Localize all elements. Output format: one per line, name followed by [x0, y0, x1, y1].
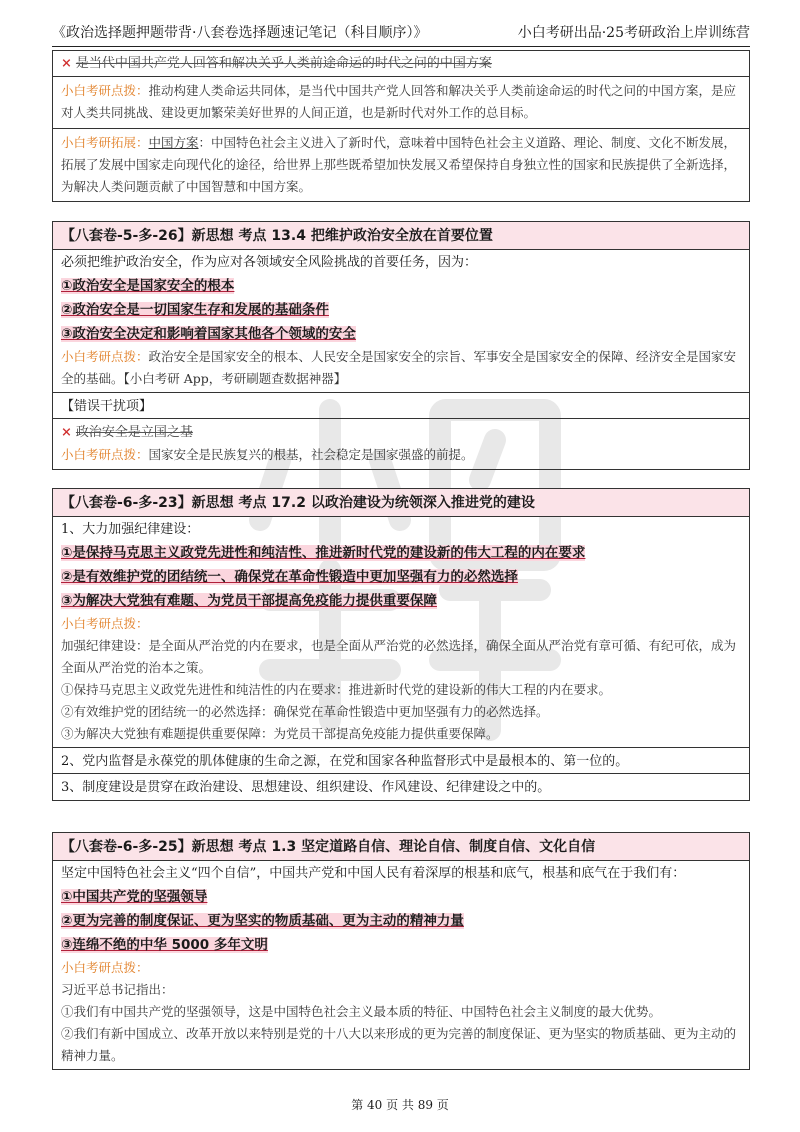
- tip-line: ①我们有中国共产党的坚强领导，这是中国特色社会主义最本质的特征、中国特色社会主义制度的最大优势。: [61, 1004, 662, 1019]
- extra-point: 3、制度建设是贯穿在政治建设、思想建设、组织建设、作风建设、纪律建设之中的。: [61, 780, 551, 795]
- tip-line: 习近平总书记指出：: [61, 982, 174, 997]
- content-block: [53, 250, 749, 393]
- tip-label: 小白考研点拨：: [61, 616, 149, 631]
- tip-block: [61, 346, 741, 390]
- tip-label: 小白考研点拨：: [61, 447, 149, 462]
- question-stem: 坚定中国特色社会主义“四个自信”，中国共产党和中国人民有着深厚的根基和底气，根基和底气在于我们有：: [61, 866, 686, 881]
- page-header: [52, 14, 750, 47]
- wrong-x-icon: ×: [61, 56, 72, 71]
- wrong-option: 是当代中国共产党人回答和解决关乎人类前途命运的时代之问的中国方案: [75, 56, 492, 71]
- tip-label: 小白考研点拨：: [61, 960, 149, 975]
- extension-term: 中国方案: [148, 135, 199, 150]
- answer-item: ①政治安全是国家安全的根本: [61, 278, 235, 294]
- content-block: [53, 861, 749, 1069]
- error-header: 【错误干扰项】: [53, 393, 749, 419]
- wrong-x-icon: ×: [61, 425, 72, 440]
- tip-line: ②有效维护党的团结统一的必然选择：确保党在革命性锻造中更加坚强有力的必然选择。: [61, 704, 549, 719]
- answer-item: ②是有效维护党的团结统一、确保党在革命性锻造中更加坚强有力的必然选择: [61, 569, 518, 585]
- answer-item: ①中国共产党的坚强领导: [61, 889, 208, 905]
- note-box-3: [52, 488, 750, 801]
- question-stem: 必须把维护政治安全，作为应对各领域安全风险挑战的首要任务，因为：: [61, 255, 478, 270]
- tip-row: [53, 77, 749, 129]
- wrong-option: 政治安全是立国之基: [75, 425, 193, 440]
- header-left-title: 《政治选择题押题带背·八套卷选择题速记笔记（科目顺序）》: [52, 25, 428, 41]
- extension-row: [53, 129, 749, 201]
- tip-line: ②我们有新中国成立、改革开放以来特别是党的十八大以来形成的更为完善的制度保证、更为坚实的物质基础、更为主动的精神力量。: [61, 1026, 737, 1063]
- extension-text: ：中国特色社会主义进入了新时代，意味着中国特色社会主义道路、理论、制度、文化不断发展，拓展了发展中国家走向现代化的途径，给世界上那些既希望加快发展又希望保持自身独立性的国家和民族提供了全新选择，为解决人类问题贡献了中国智慧和中国方案。: [61, 135, 737, 194]
- wrong-option-row: [53, 51, 749, 77]
- answer-item: ①是保持马克思主义政党先进性和纯洁性、推进新时代党的建设新的伟大工程的内在要求: [61, 545, 586, 561]
- answer-item: ③政治安全决定和影响着国家其他各个领域的安全: [61, 326, 356, 342]
- page-footer: 第 40 页 共 89 页: [351, 1098, 449, 1112]
- tip-text: 推动构建人类命运共同体，是当代中国共产党人回答和解决关乎人类前途命运的时代之问的中国方案，是应对人类共同挑战、建设更加繁荣美好世界的人间正道，也是新时代对外工作的总目标。: [61, 83, 737, 120]
- note-box-1: [52, 50, 750, 202]
- question-title: 【八套卷-6-多-25】新思想 考点 1.3 坚定道路自信、理论自信、制度自信、文化自信: [53, 833, 749, 861]
- header-right-title: 小白考研出品·25考研政治上岸训练营: [517, 25, 750, 41]
- extra-point: 2、党内监督是永葆党的肌体健康的生命之源，在党和国家各种监督形式中是最根本的、第一位的。: [53, 748, 749, 774]
- error-block: [53, 419, 749, 469]
- note-box-4: [52, 832, 750, 1070]
- tip-line: ①保持马克思主义政党先进性和纯洁性的内在要求：推进新时代党的建设新的伟大工程的内在要求。: [61, 682, 612, 697]
- tip-label: 小白考研点拨：: [61, 83, 149, 98]
- tip-text: 政治安全是国家安全的根本、人民安全是国家安全的宗旨、军事安全是国家安全的保障、经济安全是国家安全的基础。【小白考研 App，考研刷题查数据神器】: [61, 349, 737, 386]
- question-title: 【八套卷-6-多-23】新思想 考点 17.2 以政治建设为统领深入推进党的建设: [53, 489, 749, 517]
- content-block: [53, 517, 749, 748]
- answer-item: ③为解决大党独有难题、为党员干部提高免疫能力提供重要保障: [61, 593, 437, 609]
- answer-item: ③连绵不绝的中华 5000 多年文明: [61, 937, 268, 953]
- tip-line: ③为解决大党独有难题提供重要保障：为党员干部提高免疫能力提供重要保障。: [61, 726, 499, 741]
- answer-item: ②更为完善的制度保证、更为坚实的物质基础、更为主动的精神力量: [61, 913, 464, 929]
- extension-label: 小白考研拓展：: [61, 135, 149, 150]
- question-stem: 1、大力加强纪律建设：: [61, 522, 200, 537]
- tip-label: 小白考研点拨：: [61, 349, 149, 364]
- question-title: 【八套卷-5-多-26】新思想 考点 13.4 把维护政治安全放在首要位置: [53, 222, 749, 250]
- note-box-2: [52, 221, 750, 470]
- tip-text: 国家安全是民族复兴的根基，社会稳定是国家强盛的前提。: [148, 447, 474, 462]
- tip-line: 加强纪律建设：是全面从严治党的内在要求，也是全面从严治党的必然选择，确保全面从严治党有章可循、有纪可依，成为全面从严治党的治本之策。: [61, 638, 737, 675]
- answer-item: ②政治安全是一切国家生存和发展的基础条件: [61, 302, 329, 318]
